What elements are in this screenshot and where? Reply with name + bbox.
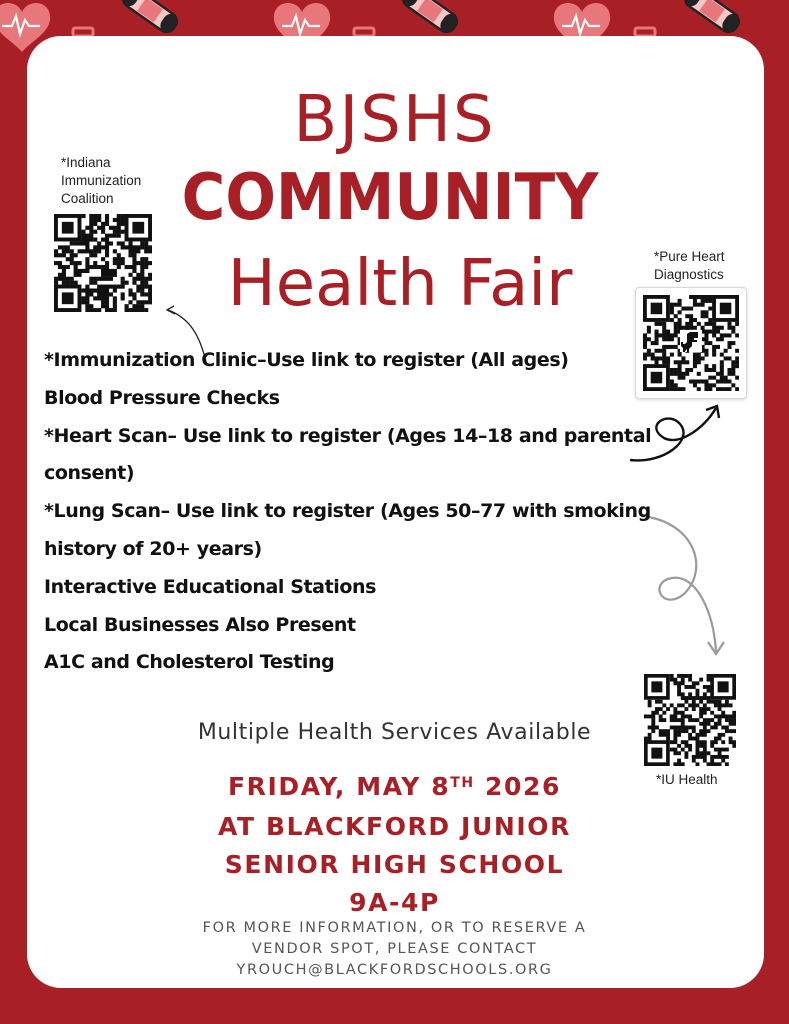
flyer-title-school: BJSHS [293,83,496,157]
event-date: FRIDAY, MAY 8TH 2026 [227,772,562,801]
service-item: Local Businesses Also Present [44,613,356,636]
event-time: 9A-4P [349,888,440,917]
service-item: history of 20+ years) [44,537,262,560]
arrow-to-iu-health-qr [634,508,734,660]
event-location-line2: SENIOR HIGH SCHOOL [224,850,565,879]
service-item: Interactive Educational Stations [44,575,377,598]
event-location-line1: AT BLACKFORD JUNIOR [218,812,571,841]
service-item: *Immunization Clinic–Use link to register (All ages) [44,349,569,371]
service-item: *Heart Scan– Use link to register (Ages 14–18 and parental [44,424,652,447]
service-item: consent) [44,462,135,485]
flyer-title-health-fair: Health Fair [227,247,573,321]
services-list [44,342,652,682]
tagline: Multiple Health Services Available [197,720,592,745]
dinosaur-icon [680,330,702,352]
contact-info: FOR MORE INFORMATION, OR TO RESERVE A VENDOR SPOT, PLEASE CONTACT YROUCH@BLACKFORDSCHOOLS.ORG [0,918,789,981]
service-item: Blood Pressure Checks [44,386,280,409]
flyer-title-community: COMMUNITY [181,161,599,235]
qr-code-icon [54,214,152,312]
qr-caption-iu-health: *IU Health [656,772,718,787]
qr-code-pure-heart[interactable] [635,287,747,399]
qr-caption-immunization: *Indiana Immunization Coalition [61,155,142,206]
service-item: *Lung Scan– Use link to register (Ages 50–77 with smoking [44,500,651,523]
contact-email-link[interactable]: YROUCH@BLACKFORDSCHOOLS.ORG [236,962,553,978]
service-item: A1C and Cholesterol Testing [44,651,335,674]
qr-caption-pure-heart: *Pure Heart Diagnostics [654,249,725,282]
qr-code-immunization[interactable] [54,214,152,312]
